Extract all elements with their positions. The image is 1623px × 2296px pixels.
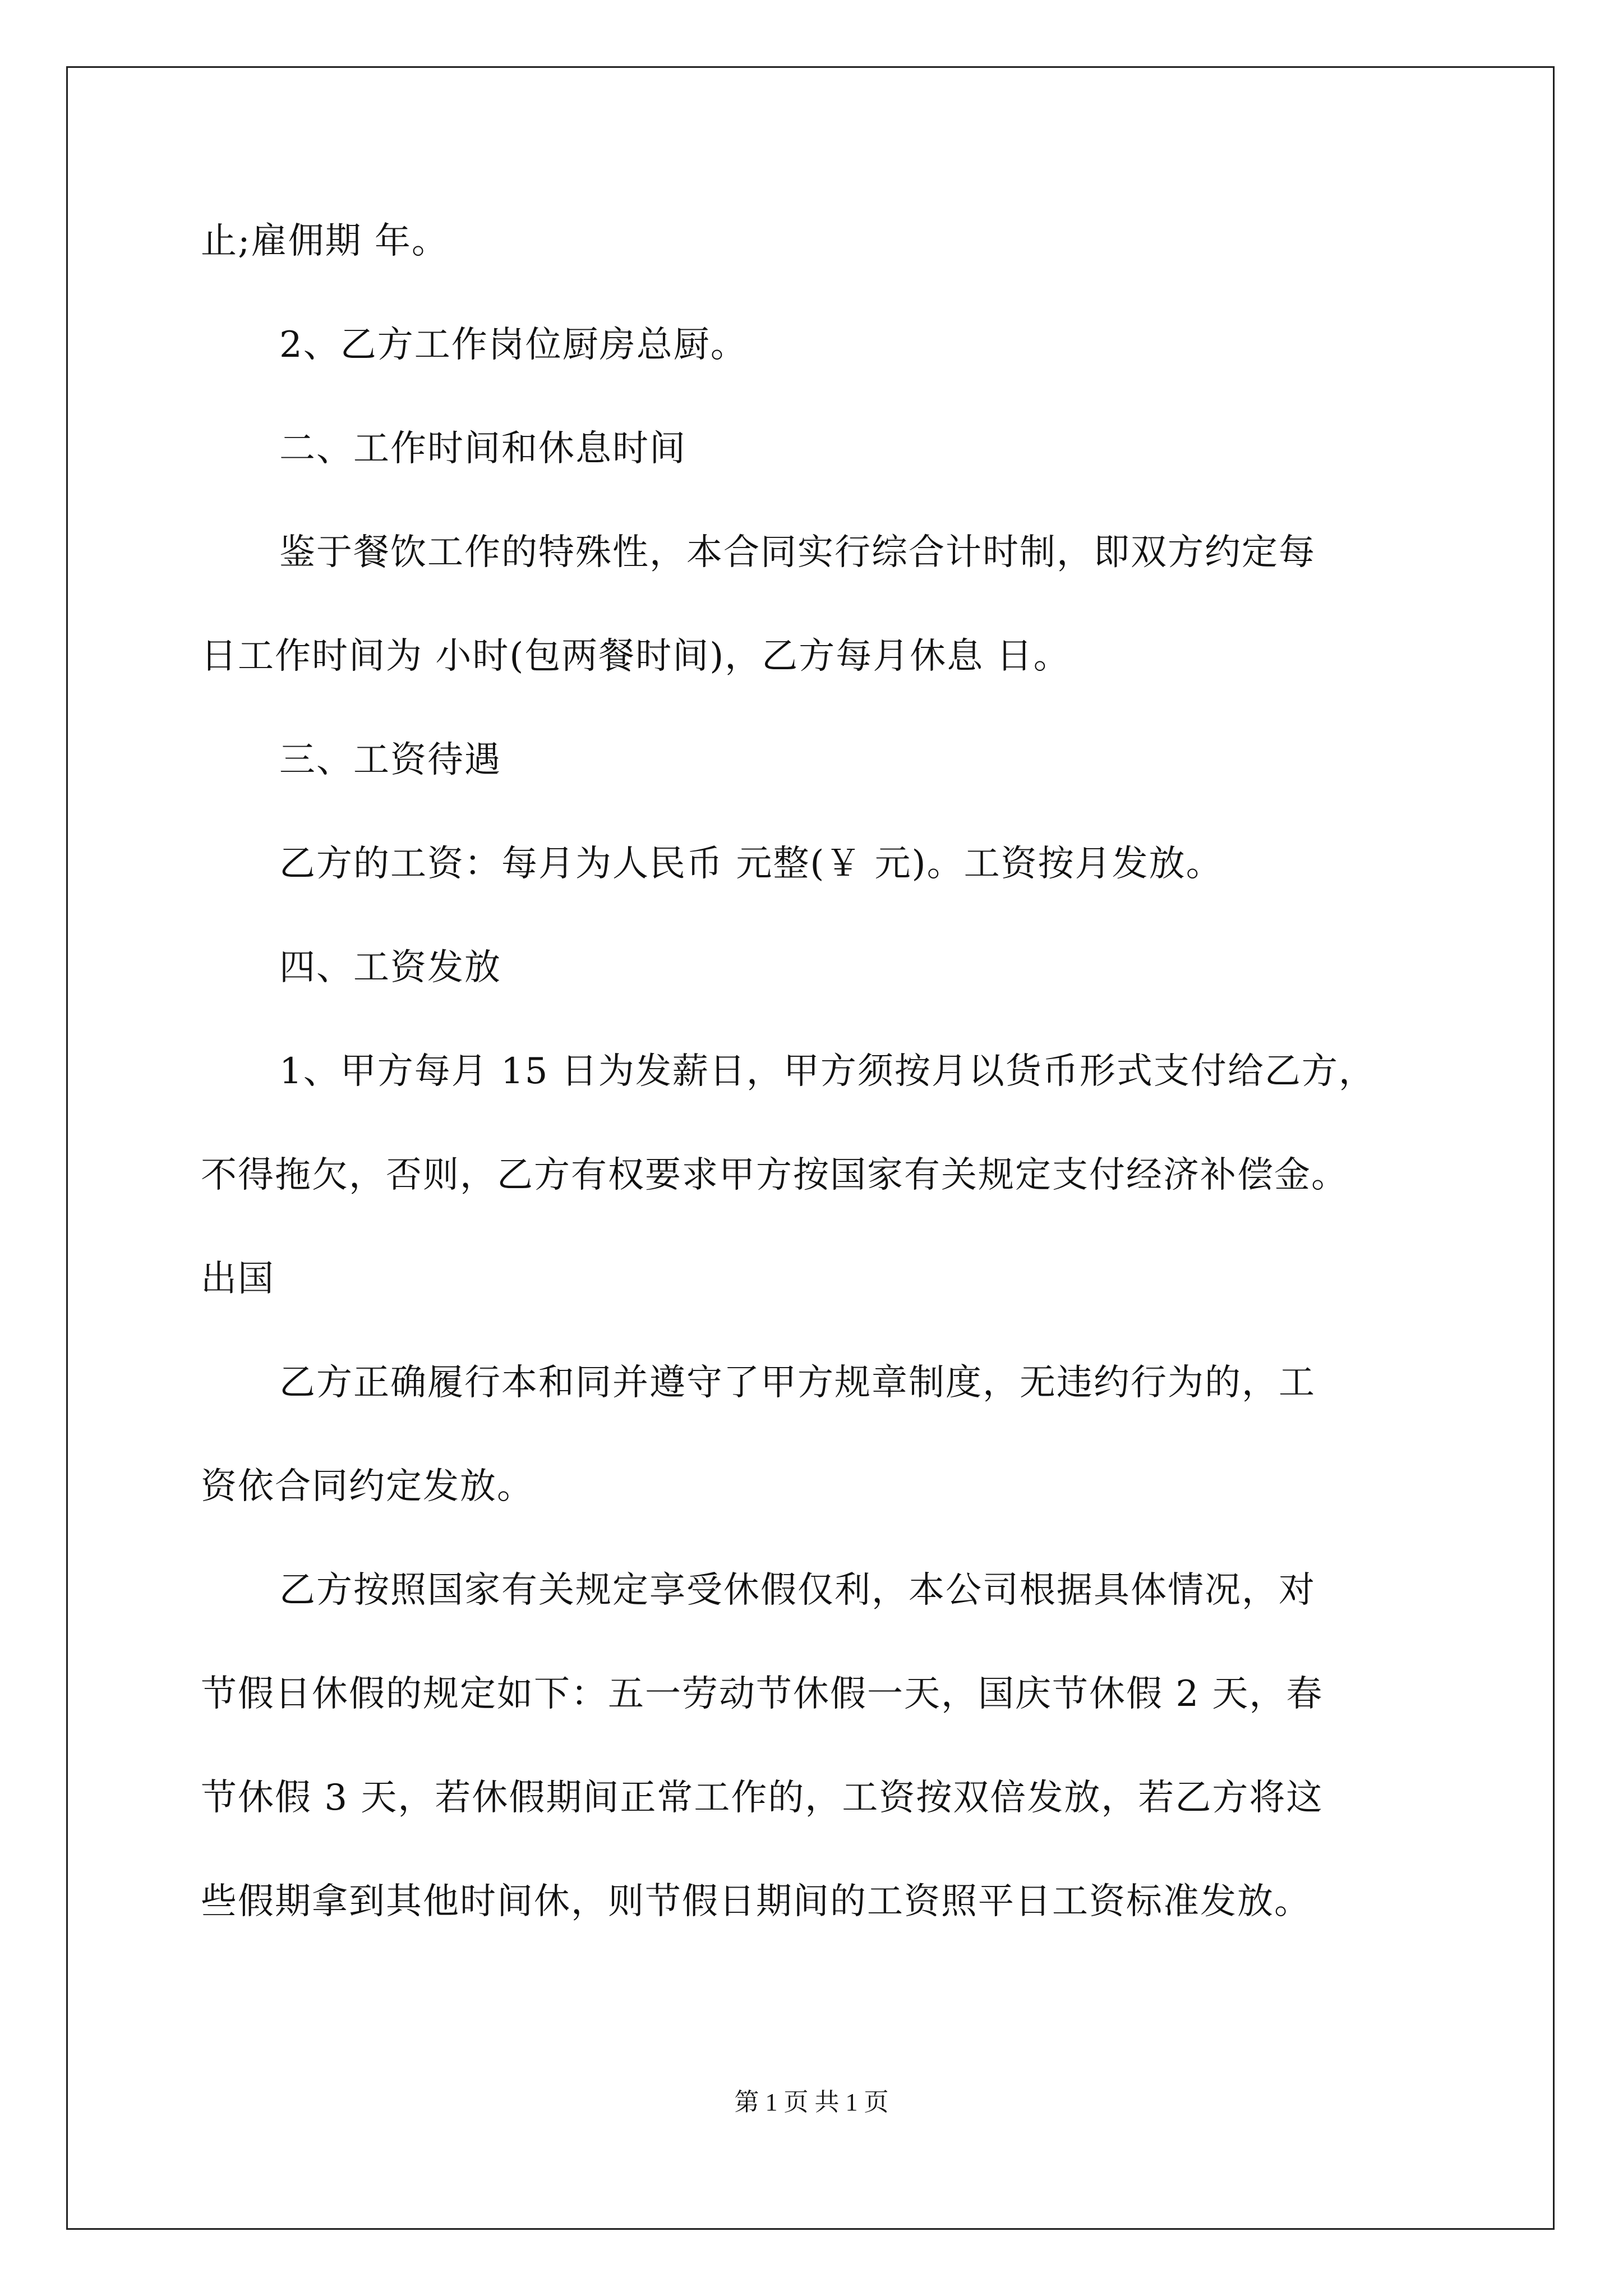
text-line: 乙方正确履行本和同并遵守了甲方规章制度，无违约行为的，工 [279,1362,1316,1404]
text-line: 鉴于餐饮工作的特殊性，本合同实行综合计时制，即双方约定每 [279,532,1316,573]
section-heading: 三、工资待遇 [279,739,501,781]
text-line: 不得拖欠，否则，乙方有权要求甲方按国家有关规定支付经济补偿金。 [201,1154,1348,1196]
text-line: 日工作时间为 小时(包两餐时间)，乙方每月休息 日。 [201,636,1071,677]
text-line: 1、甲方每月 15 日为发薪日，甲方须按月以货币形式支付给乙方， [279,1051,1376,1092]
text-line: 些假期拿到其他时间休，则节假日期间的工资照平日工资标准发放。 [201,1881,1311,1922]
section-heading: 四、工资发放 [279,947,501,988]
text-line: 止;雇佣期 年。 [201,220,449,262]
section-heading: 二、工作时间和休息时间 [279,428,686,470]
text-line: 资依合同约定发放。 [201,1466,534,1507]
text-line: 乙方的工资：每月为人民币 元整(￥ 元)。工资按月发放。 [279,843,1223,885]
text-line: 节假日休假的规定如下：五一劳动节休假一天，国庆节休假 2 天，春 [201,1673,1324,1715]
text-line: 节休假 3 天，若休假期间正常工作的，工资按双倍发放，若乙方将这 [201,1777,1324,1819]
text-line: 2、乙方工作岗位厨房总厨。 [279,324,748,366]
text-line: 乙方按照国家有关规定享受休假仅利，本公司根据具体情况，对 [279,1570,1316,1611]
text-line: 出国 [201,1258,275,1300]
page-footer: 第 1 页 共 1 页 [734,2088,889,2116]
